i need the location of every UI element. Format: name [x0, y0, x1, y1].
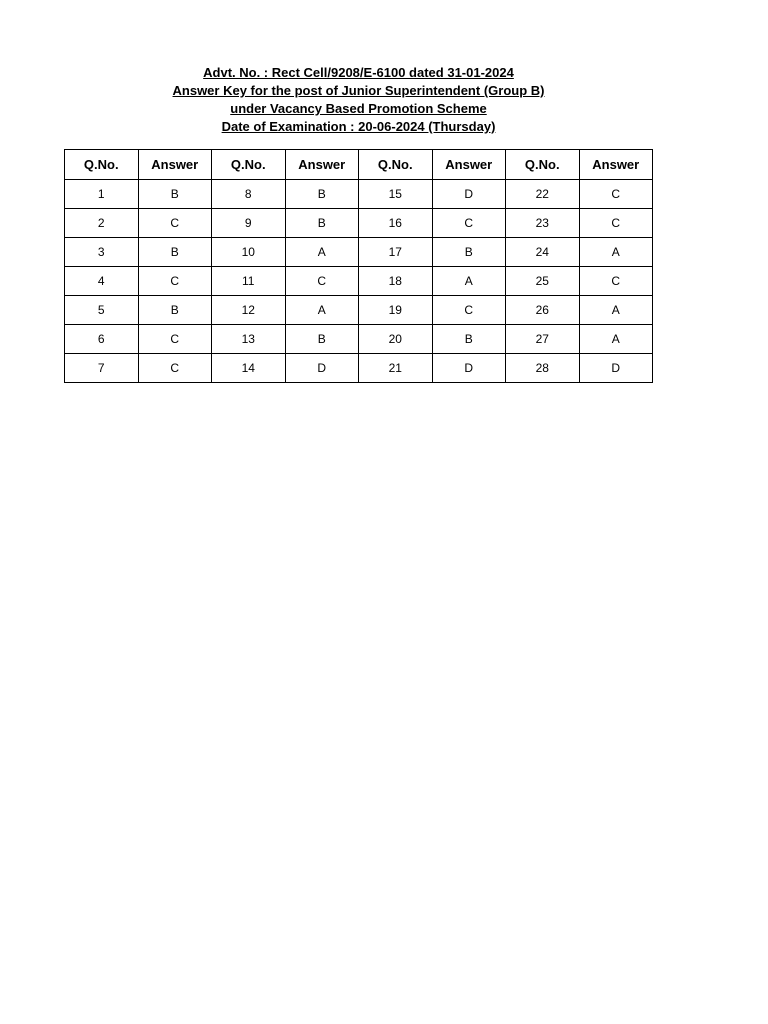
table-row — [65, 354, 653, 383]
question-number-cell: 23 — [506, 209, 580, 238]
question-number-cell: 19 — [359, 296, 433, 325]
column-header: Answer — [285, 150, 359, 180]
answer-cell: C — [432, 296, 506, 325]
question-number-cell: 28 — [506, 354, 580, 383]
column-header: Q.No. — [212, 150, 286, 180]
answer-cell: A — [285, 238, 359, 267]
answer-cell: B — [138, 296, 212, 325]
question-number-cell: 27 — [506, 325, 580, 354]
question-number-cell: 5 — [65, 296, 139, 325]
answer-cell: D — [432, 180, 506, 209]
question-number-cell: 4 — [65, 267, 139, 296]
document-header — [64, 64, 653, 136]
question-number-cell: 22 — [506, 180, 580, 209]
question-number-cell: 20 — [359, 325, 433, 354]
answer-cell: D — [285, 354, 359, 383]
question-number-cell: 24 — [506, 238, 580, 267]
question-number-cell: 7 — [65, 354, 139, 383]
question-number-cell: 1 — [65, 180, 139, 209]
question-number-cell: 18 — [359, 267, 433, 296]
question-number-cell: 2 — [65, 209, 139, 238]
answer-cell: B — [432, 325, 506, 354]
table-row — [65, 296, 653, 325]
question-number-cell: 14 — [212, 354, 286, 383]
answer-cell: A — [432, 267, 506, 296]
advertisement-number: Advt. No. : Rect Cell/9208/E-6100 dated 31-01-2024 — [203, 65, 514, 80]
scheme-title: under Vacancy Based Promotion Scheme — [230, 101, 487, 116]
question-number-cell: 13 — [212, 325, 286, 354]
answer-cell: B — [138, 180, 212, 209]
answer-cell: B — [285, 325, 359, 354]
column-header: Answer — [579, 150, 653, 180]
answer-cell: C — [138, 209, 212, 238]
answer-cell: C — [138, 325, 212, 354]
question-number-cell: 3 — [65, 238, 139, 267]
question-number-cell: 6 — [65, 325, 139, 354]
answer-cell: B — [432, 238, 506, 267]
answer-cell: B — [285, 209, 359, 238]
table-row — [65, 209, 653, 238]
question-number-cell: 9 — [212, 209, 286, 238]
answer-cell: C — [138, 267, 212, 296]
column-header: Q.No. — [506, 150, 580, 180]
column-header: Q.No. — [65, 150, 139, 180]
table-row — [65, 238, 653, 267]
answer-cell: C — [432, 209, 506, 238]
answer-cell: B — [138, 238, 212, 267]
answer-cell: D — [432, 354, 506, 383]
answer-cell: C — [579, 267, 653, 296]
column-header: Q.No. — [359, 150, 433, 180]
answer-cell: B — [285, 180, 359, 209]
answer-cell: A — [579, 325, 653, 354]
question-number-cell: 16 — [359, 209, 433, 238]
table-header-row — [65, 150, 653, 180]
column-header: Answer — [138, 150, 212, 180]
examination-date: Date of Examination : 20-06-2024 (Thursday) — [221, 119, 496, 134]
answer-cell: D — [579, 354, 653, 383]
question-number-cell: 10 — [212, 238, 286, 267]
answer-key-table — [64, 149, 653, 383]
question-number-cell: 8 — [212, 180, 286, 209]
table-row — [65, 180, 653, 209]
answer-cell: A — [579, 238, 653, 267]
question-number-cell: 12 — [212, 296, 286, 325]
question-number-cell: 21 — [359, 354, 433, 383]
question-number-cell: 17 — [359, 238, 433, 267]
question-number-cell: 25 — [506, 267, 580, 296]
question-number-cell: 15 — [359, 180, 433, 209]
table-row — [65, 325, 653, 354]
table-row — [65, 267, 653, 296]
answer-cell: C — [285, 267, 359, 296]
question-number-cell: 11 — [212, 267, 286, 296]
answer-cell: A — [579, 296, 653, 325]
question-number-cell: 26 — [506, 296, 580, 325]
answer-cell: C — [579, 180, 653, 209]
answer-cell: C — [579, 209, 653, 238]
answer-cell: A — [285, 296, 359, 325]
answer-key-title: Answer Key for the post of Junior Superintendent (Group B) — [172, 83, 545, 98]
column-header: Answer — [432, 150, 506, 180]
answer-cell: C — [138, 354, 212, 383]
